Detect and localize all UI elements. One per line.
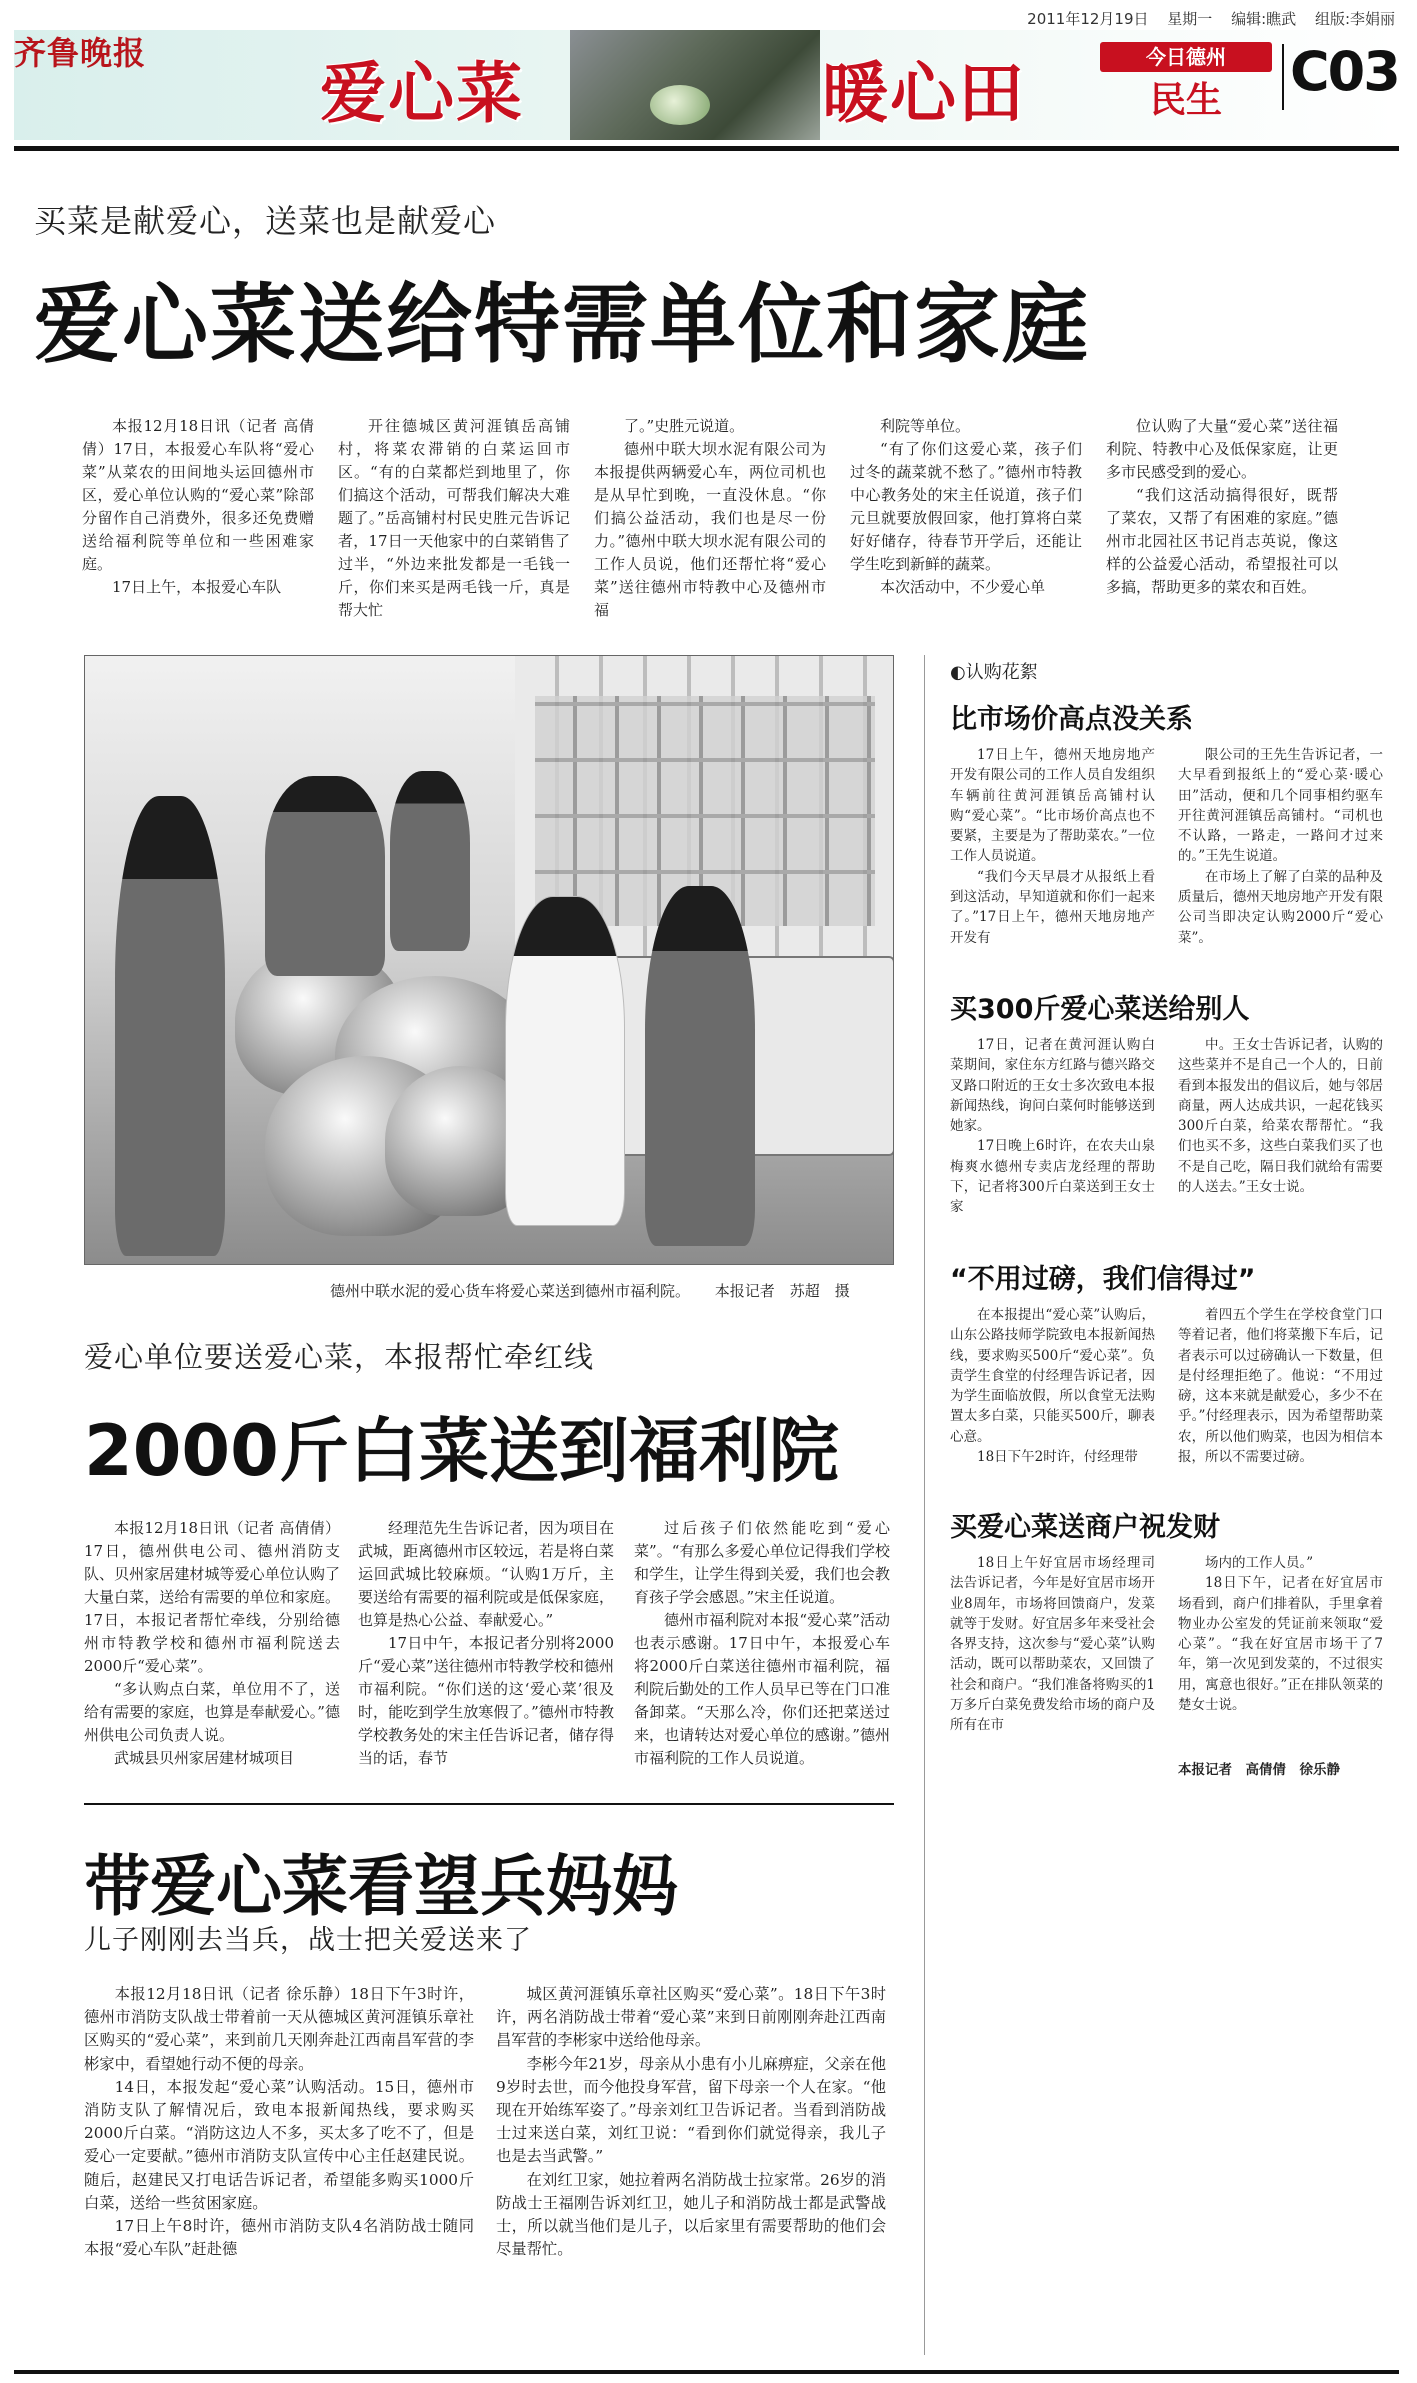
- photo-person: [115, 796, 225, 1256]
- article1-col-5: [1106, 415, 1338, 599]
- paragraph: “我们今天早晨才从报纸上看到这活动，早知道就和你们一起来了。”17日上午，德州天地房地产开发有: [950, 868, 1155, 946]
- article1-headline: 爱心菜送给特需单位和家庭: [34, 275, 1090, 375]
- paragraph: 17日，记者在黄河涯认购白菜期间，家住东方红路与德兴路交叉路口附近的王女士多次致电本报新闻热线，询问白菜何时能够送到她家。: [950, 1037, 1155, 1135]
- paragraph: 17日上午，德州天地房地产开发有限公司的工作人员自发组织车辆前往黄河涯镇岳高铺村认购“爱心菜”。“比市场价高点也不要紧，主要是为了帮助菜农。”一位工作人员说道。: [950, 747, 1155, 865]
- paragraph: 本报12月18日讯（记者 高倩倩）17日，德州供电公司、德州消防支队、贝州家居建材城等爱心单位认购了大量白菜，送给有需要的单位和家庭。17日，本报记者帮忙牵线，分别给德州市特教学校和德州市福利院送去2000斤“爱心菜”。: [84, 1519, 340, 1675]
- masthead-logo: 齐鲁晚报: [14, 34, 147, 72]
- paragraph: 18日下午2时许，付经理带: [977, 1449, 1138, 1466]
- paragraph: 在刘红卫家，她拉着两名消防战士拉家常。26岁的消防战士王福刚告诉刘红卫，她儿子和消防战士都是武警战士，所以就当他们是儿子，以后家里有需要帮助的他们会尽量帮忙。: [496, 2170, 886, 2259]
- paragraph: 在本报提出“爱心菜”认购后，山东公路技师学院致电本报新闻热线，要求购买500斤“爱心菜”。负责学生食堂的付经理告诉记者，因为学生面临放假，所以食堂无法购置太多白菜，只能买500斤，聊表心意。: [950, 1307, 1155, 1445]
- paragraph: 本报12月18日讯（记者 高倩倩）17日，本报爱心车队将“爱心菜”从菜农的田间地头运回德州市区，爱心单位认购的“爱心菜”除部分留作自己消费外，很多还免费赠送给福利院等单位和一些困难家庭。: [82, 417, 314, 573]
- layout-credit: 组版:李娟丽: [1314, 10, 1395, 28]
- paragraph: 李彬今年21岁，母亲从小患有小儿麻痹症，父亲在他9岁时去世，而今他投身军营，留下母亲一个人在家。“他现在开始练军姿了。”母亲刘红卫告诉记者。当看到消防战士过来送白菜，刘红卫说：“看到你们就觉得亲，我儿子也是去当武警。”: [496, 2054, 886, 2166]
- section-name: 民生: [1149, 80, 1222, 121]
- banner-photo: [570, 30, 820, 140]
- article2-col-2: [358, 1517, 614, 1770]
- paragraph: 过后孩子们依然能吃到“爱心菜”。“有那么多爱心单位记得我们学校和学生，让学生得到关爱，我们也会教育孩子学会感恩。”宋主任说道。: [634, 1519, 890, 1606]
- issue-date: 2011年12月19日: [1027, 10, 1149, 28]
- paragraph: 武城县贝州家居建材城项目: [114, 1749, 295, 1767]
- paragraph: 场内的工作人员。”: [1205, 1555, 1314, 1571]
- sidebar-story3-headline: “不用过磅，我们信得过”: [950, 1264, 1256, 1295]
- paragraph: 在市场上了解了白菜的品种及质量后，德州天地房地产开发有限公司当即决定认购2000斤“爱心菜”。: [1178, 868, 1383, 946]
- paragraph: 中。王女士告诉记者，认购的这些菜并不是自己一个人的，日前看到本报发出的倡议后，她与邻居商量，两人达成共识，一起花钱买300斤白菜，给菜农帮帮忙。“我们也买不多，这些白菜我们买了也不是自己吃，隔日我们就给有需要的人送去。”王女士说。: [1178, 1037, 1383, 1196]
- paragraph: “有了你们这爱心菜，孩子们过冬的蔬菜就不愁了。”德州市特教中心教务处的宋主任说道，孩子们元旦就要放假回家，他打算将白菜好好储存，待春节开学后，还能让学生吃到新鲜的蔬菜。: [850, 440, 1082, 573]
- article1-col-4: [850, 415, 1082, 599]
- news-photo: [84, 655, 894, 1265]
- top-rule: [14, 146, 1399, 151]
- sidebar-story2-headline: 买300斤爱心菜送给别人: [950, 994, 1250, 1025]
- sidebar-story1-col-2: [1178, 745, 1383, 948]
- sidebar-story1-col-1: [950, 745, 1155, 948]
- sidebar-divider: [924, 655, 925, 2355]
- paragraph: 经理范先生告诉记者，因为项目在武城，距离德州市区较远，若是将白菜运回武城比较麻烦。“认购1万斤，主要送给有需要的福利院或是低保家庭，也算是热心公益、奉献爱心。”: [358, 1519, 614, 1629]
- paragraph: “我们这活动搞得很好，既帮了菜农，又帮了有困难的家庭。”德州市北园社区书记肖志英说，像这样的公益爱心活动，希望报社可以多搞，帮助更多的菜农和百姓。: [1106, 486, 1338, 596]
- sidebar-label-text: 认购花絮: [965, 662, 1038, 683]
- paragraph: 17日中午，本报记者分别将2000斤“爱心菜”送往德州市特教学校和德州市福利院。“你们送的这‘爱心菜’很及时，能吃到学生放寒假了。”德州市特教学校教务处的宋主任告诉记者，储存得当的话，春节: [358, 1634, 614, 1767]
- photo-person: [265, 776, 385, 976]
- sidebar-label: [950, 658, 1038, 684]
- paragraph: 14日，本报发起“爱心菜”认购活动。15日，德州市消防支队了解情况后，致电本报新闻热线，要求购买2000斤白菜。“消防这边人不多，买太多了吃不了，但是爱心一定要献。”德州市消防支队宣传中心主任赵建民说。随后，赵建民又打电话告诉记者，希望能多购买1000斤白菜，送给一些贫困家庭。: [84, 2077, 474, 2212]
- article2-kicker: 爱心单位要送爱心菜，本报帮忙牵红线: [84, 1340, 595, 1374]
- editor-credit: 编辑:瞧武: [1231, 10, 1297, 28]
- issue-weekday: 星期一: [1167, 10, 1213, 28]
- photo-person: [645, 886, 755, 1246]
- article3-col-2: [496, 1983, 886, 2261]
- article1-kicker: 买菜是献爱心，送菜也是献爱心: [34, 202, 497, 240]
- paragraph: 17日晚上6时许，在农夫山泉梅爽水德州专卖店龙经理的帮助下，记者将300斤白菜送到王女士家: [950, 1138, 1155, 1216]
- sidebar-story2-col-2: [1178, 1035, 1383, 1197]
- photo-person: [390, 771, 470, 951]
- article2-col-3: [634, 1517, 890, 1770]
- issue-info: [1013, 8, 1395, 29]
- article1-col-3: [594, 415, 826, 622]
- divider: [1282, 44, 1284, 110]
- photo-caption-text: 德州中联水泥的爱心货车将爱心菜送到德州市福利院。: [330, 1282, 691, 1300]
- paragraph: 德州中联大坝水泥有限公司为本报提供两辆爱心车，两位司机也是从早忙到晚，一直没休息。“你们搞公益活动，我们也是尽一份力。”德州中联大坝水泥有限公司的工作人员说，他们还帮忙将“爱心菜”送往德州市特教中心及德州市福: [594, 440, 826, 619]
- paragraph: 城区黄河涯镇乐章社区购买“爱心菜”。18日下午3时许，两名消防战士带着“爱心菜”来到日前刚刚奔赴江西南昌军营的李彬家中送给他母亲。: [496, 1985, 886, 2050]
- paragraph: 位认购了大量“爱心菜”送往福利院、特教中心及低保家庭，让更多市民感受到的爱心。: [1106, 417, 1338, 481]
- paragraph: 了。”史胜元说道。: [624, 417, 745, 435]
- paragraph: 本次活动中，不少爱心单: [880, 578, 1046, 596]
- section-badge: 今日德州: [1100, 42, 1272, 72]
- sidebar-story1-headline: 比市场价高点没关系: [950, 704, 1193, 735]
- paragraph: 利院等单位。: [880, 417, 971, 435]
- paragraph: 17日上午8时许，德州市消防支队4名消防战士随同本报“爱心车队”赶赴德: [84, 2217, 474, 2259]
- sidebar-story4-col-2: [1178, 1553, 1383, 1715]
- slogan-left: 爱心菜: [320, 54, 524, 132]
- sidebar-story3-col-1: [950, 1305, 1155, 1467]
- article3-col-1: [84, 1983, 474, 2261]
- paragraph: 本报12月18日讯（记者 徐乐静）18日下午3时许，德州市消防支队战士带着前一天从德城区黄河涯镇乐章社区购买的“爱心菜”，来到前几天刚奔赴江西南昌军营的李彬家中，看望她行动不便的母亲。: [84, 1985, 474, 2073]
- paragraph: 开往德城区黄河涯镇岳高铺村，将菜农滞销的白菜运回市区。“有的白菜都烂到地里了，你们搞这个活动，可帮我们解决大难题了。”岳高铺村村民史胜元告诉记者，17日一天他家中的白菜销售了过半，“外边来批发都是一毛钱一斤，你们来买是两毛钱一斤，真是帮大忙: [338, 417, 570, 619]
- paragraph: 着四五个学生在学校食堂门口等着记者，他们将菜搬下车后，记者表示可以过磅确认一下数量，但是付经理拒绝了。他说：“不用过磅，这本来就是献爱心，多少不在乎。”付经理表示，因为希望帮助菜农，所以他们购菜，也因为相信本报，所以不需要过磅。: [1178, 1307, 1383, 1466]
- article2-col-1: [84, 1517, 340, 1770]
- paragraph: 17日上午，本报爱心车队: [112, 578, 282, 596]
- sidebar-story3-col-2: [1178, 1305, 1383, 1467]
- sidebar-story2-col-1: [950, 1035, 1155, 1218]
- paragraph: 18日下午，记者在好宜居市场看到，商户们排着队，手里拿着物业办公室发的凭证前来领取“爱心菜”。“我在好宜居市场干了7年，第一次见到发菜的，不过很实用，寓意也很好。”正在排队领菜的楚女士说。: [1178, 1575, 1383, 1714]
- paragraph: 限公司的王先生告诉记者，一大早看到报纸上的“爱心菜·暖心田”活动，便和几个同事相约驱车开往黄河涯镇岳高铺村。“司机也不认路，一路走，一路问才过来的。”王先生说道。: [1178, 747, 1383, 865]
- section-divider: [84, 1803, 894, 1805]
- article1-col-1: [82, 415, 314, 599]
- photo-person: [505, 896, 625, 1226]
- cabbage-image: [650, 85, 710, 125]
- bottom-rule: [14, 2370, 1399, 2374]
- article3-kicker: 儿子刚刚去当兵，战士把关爱送来了: [84, 1925, 532, 1956]
- flower-icon: ◐: [950, 662, 966, 683]
- photo-credit: 本报记者 苏超 摄: [714, 1282, 850, 1300]
- paragraph: 18日上午好宜居市场经理司法告诉记者，今年是好宜居市场开业8周年，市场将回馈商户，发菜就等于发财。好宜居多年来受社会各界支持，这次参与“爱心菜”认购活动，既可以帮助菜农，又回馈了社会和商户。“我们准备将购买的1万多斤白菜免费发给市场的商户及所有在市: [950, 1555, 1155, 1734]
- paragraph: “多认购点白菜，单位用不了，送给有需要的家庭，也算是奉献爱心。”德州供电公司负责人说。: [84, 1680, 340, 1744]
- page-code: C03: [1290, 40, 1399, 103]
- paragraph: 德州市福利院对本报“爱心菜”活动也表示感谢。17日中午，本报爱心车将2000斤白菜送往德州市福利院，福利院后勤处的工作人员早已等在门口准备卸菜。“天那么冷，你们还把菜送过来，也请转达对爱心单位的感谢。”德州市福利院的工作人员说道。: [634, 1611, 890, 1767]
- article2-headline: 2000斤白菜送到福利院: [84, 1410, 839, 1492]
- sidebar-byline: 本报记者 高倩倩 徐乐静: [1178, 1762, 1340, 1778]
- article1-col-2: [338, 415, 570, 622]
- article3-headline: 带爱心菜看望兵妈妈: [84, 1848, 678, 1925]
- slogan-right: 暖心田: [822, 54, 1026, 132]
- sidebar-story4-headline: 买爱心菜送商户祝发财: [950, 1512, 1220, 1543]
- sidebar-story4-col-1: [950, 1553, 1155, 1736]
- photo-caption: [330, 1280, 850, 1301]
